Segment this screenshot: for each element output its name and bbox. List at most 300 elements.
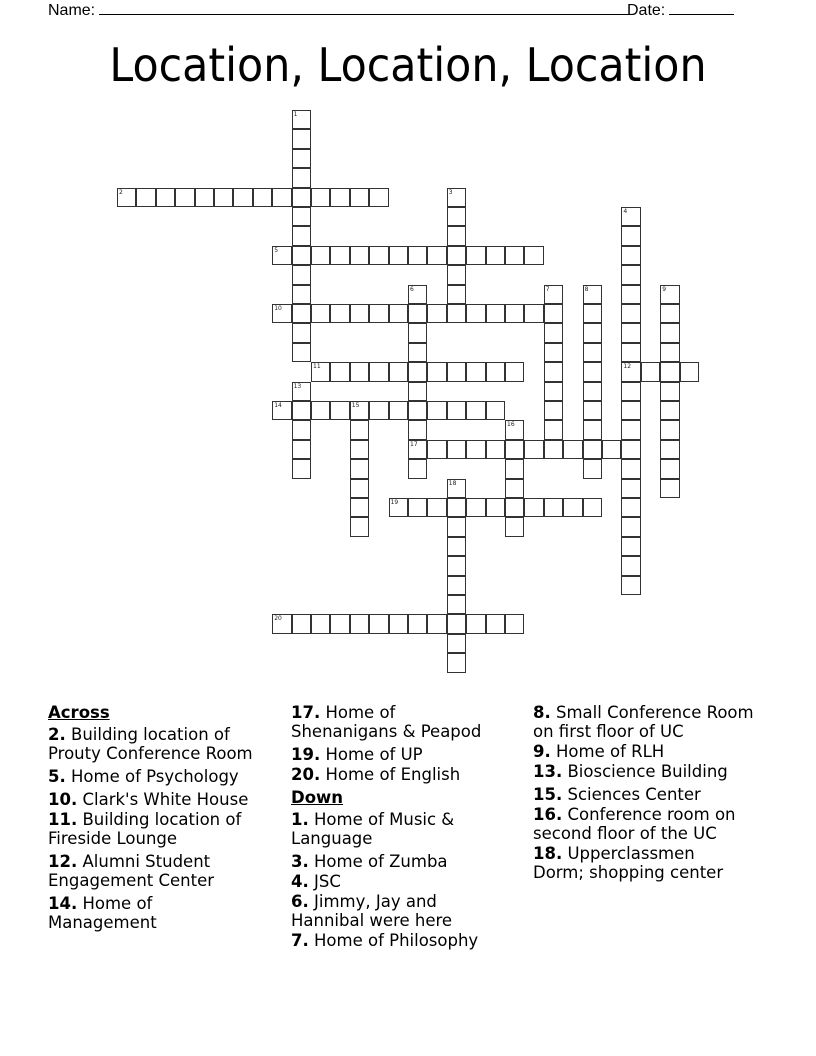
cell-input[interactable] (448, 208, 465, 225)
cell-input[interactable] (448, 286, 465, 303)
grid-cell[interactable] (408, 343, 427, 362)
cell-input[interactable] (293, 130, 310, 147)
grid-cell[interactable] (524, 498, 543, 517)
cell-input[interactable] (390, 402, 407, 419)
grid-cell[interactable] (136, 188, 155, 207)
cell-input[interactable] (390, 305, 407, 322)
grid-cell[interactable] (621, 226, 640, 245)
cell-input[interactable] (487, 402, 504, 419)
cell-input[interactable] (390, 363, 407, 380)
cell-input[interactable] (487, 499, 504, 516)
cell-input[interactable] (234, 189, 251, 206)
grid-cell[interactable] (486, 362, 505, 381)
cell-input[interactable] (487, 363, 504, 380)
cell-input[interactable] (351, 480, 368, 497)
grid-cell[interactable] (330, 188, 349, 207)
grid-cell[interactable] (408, 246, 427, 265)
grid-cell[interactable] (466, 498, 485, 517)
cell-input[interactable] (448, 266, 465, 283)
grid-cell[interactable] (583, 323, 602, 342)
grid-cell[interactable] (350, 459, 369, 478)
cell-input[interactable] (622, 577, 639, 594)
grid-cell[interactable] (447, 498, 466, 517)
cell-input[interactable] (428, 305, 445, 322)
grid-cell[interactable] (369, 614, 388, 633)
grid-cell[interactable] (369, 304, 388, 323)
cell-input[interactable] (661, 305, 678, 322)
grid-cell[interactable] (389, 246, 408, 265)
cell-input[interactable] (661, 402, 678, 419)
grid-cell[interactable] (389, 614, 408, 633)
cell-input[interactable] (390, 499, 407, 516)
grid-cell[interactable] (486, 498, 505, 517)
cell-input[interactable] (448, 538, 465, 555)
grid-cell[interactable] (350, 304, 369, 323)
grid-cell[interactable] (350, 479, 369, 498)
grid-cell[interactable] (583, 304, 602, 323)
cell-input[interactable] (409, 460, 426, 477)
grid-cell[interactable] (350, 420, 369, 439)
grid-cell[interactable] (311, 246, 330, 265)
cell-input[interactable] (622, 480, 639, 497)
cell-input[interactable] (293, 441, 310, 458)
cell-input[interactable] (506, 305, 523, 322)
cell-input[interactable] (293, 266, 310, 283)
grid-cell[interactable] (621, 440, 640, 459)
grid-cell[interactable] (447, 188, 466, 207)
cell-input[interactable] (428, 441, 445, 458)
cell-input[interactable] (273, 402, 290, 419)
grid-cell[interactable] (427, 246, 446, 265)
cell-input[interactable] (661, 324, 678, 341)
grid-cell[interactable] (660, 323, 679, 342)
cell-input[interactable] (448, 480, 465, 497)
cell-input[interactable] (622, 266, 639, 283)
cell-input[interactable] (293, 189, 310, 206)
grid-cell[interactable] (583, 498, 602, 517)
cell-input[interactable] (525, 305, 542, 322)
cell-input[interactable] (293, 383, 310, 400)
cell-input[interactable] (331, 189, 348, 206)
grid-cell[interactable] (330, 304, 349, 323)
cell-input[interactable] (331, 615, 348, 632)
grid-cell[interactable] (292, 343, 311, 362)
grid-cell[interactable] (660, 343, 679, 362)
grid-cell[interactable] (621, 420, 640, 439)
cell-input[interactable] (331, 363, 348, 380)
grid-cell[interactable] (621, 304, 640, 323)
grid-cell[interactable] (117, 188, 136, 207)
grid-cell[interactable] (563, 440, 582, 459)
grid-cell[interactable] (621, 459, 640, 478)
grid-cell[interactable] (680, 362, 699, 381)
cell-input[interactable] (487, 305, 504, 322)
cell-input[interactable] (312, 363, 329, 380)
grid-cell[interactable] (447, 517, 466, 536)
grid-cell[interactable] (466, 614, 485, 633)
grid-cell[interactable] (621, 265, 640, 284)
grid-cell[interactable] (641, 362, 660, 381)
grid-cell[interactable] (505, 614, 524, 633)
cell-input[interactable] (545, 286, 562, 303)
grid-cell[interactable] (447, 440, 466, 459)
grid-cell[interactable] (583, 285, 602, 304)
grid-cell[interactable] (621, 556, 640, 575)
cell-input[interactable] (428, 499, 445, 516)
grid-cell[interactable] (505, 498, 524, 517)
grid-cell[interactable] (272, 304, 291, 323)
cell-input[interactable] (525, 499, 542, 516)
grid-cell[interactable] (389, 401, 408, 420)
cell-input[interactable] (467, 305, 484, 322)
cell-input[interactable] (467, 363, 484, 380)
cell-input[interactable] (293, 460, 310, 477)
cell-input[interactable] (370, 247, 387, 264)
cell-input[interactable] (603, 441, 620, 458)
grid-cell[interactable] (660, 440, 679, 459)
cell-input[interactable] (622, 286, 639, 303)
grid-cell[interactable] (621, 323, 640, 342)
cell-input[interactable] (584, 344, 601, 361)
grid-cell[interactable] (311, 304, 330, 323)
cell-input[interactable] (331, 402, 348, 419)
cell-input[interactable] (428, 402, 445, 419)
cell-input[interactable] (584, 460, 601, 477)
cell-input[interactable] (545, 324, 562, 341)
cell-input[interactable] (448, 635, 465, 652)
cell-input[interactable] (448, 363, 465, 380)
cell-input[interactable] (273, 189, 290, 206)
cell-input[interactable] (545, 363, 562, 380)
grid-cell[interactable] (292, 304, 311, 323)
grid-cell[interactable] (583, 382, 602, 401)
cell-input[interactable] (312, 402, 329, 419)
grid-cell[interactable] (621, 401, 640, 420)
cell-input[interactable] (448, 654, 465, 671)
grid-cell[interactable] (544, 343, 563, 362)
cell-input[interactable] (506, 363, 523, 380)
grid-cell[interactable] (621, 537, 640, 556)
grid-cell[interactable] (408, 362, 427, 381)
grid-cell[interactable] (389, 304, 408, 323)
cell-input[interactable] (293, 169, 310, 186)
cell-input[interactable] (273, 247, 290, 264)
grid-cell[interactable] (292, 440, 311, 459)
cell-input[interactable] (409, 305, 426, 322)
grid-cell[interactable] (195, 188, 214, 207)
grid-cell[interactable] (408, 285, 427, 304)
cell-input[interactable] (622, 460, 639, 477)
grid-cell[interactable] (505, 517, 524, 536)
cell-input[interactable] (293, 111, 310, 128)
grid-cell[interactable] (369, 401, 388, 420)
grid-cell[interactable] (544, 382, 563, 401)
grid-cell[interactable] (660, 304, 679, 323)
cell-input[interactable] (661, 441, 678, 458)
grid-cell[interactable] (350, 401, 369, 420)
cell-input[interactable] (409, 499, 426, 516)
cell-input[interactable] (293, 402, 310, 419)
cell-input[interactable] (293, 150, 310, 167)
grid-cell[interactable] (505, 479, 524, 498)
grid-cell[interactable] (311, 401, 330, 420)
grid-cell[interactable] (350, 188, 369, 207)
cell-input[interactable] (448, 247, 465, 264)
grid-cell[interactable] (292, 285, 311, 304)
grid-cell[interactable] (486, 440, 505, 459)
grid-cell[interactable] (486, 246, 505, 265)
cell-input[interactable] (506, 421, 523, 438)
cell-input[interactable] (448, 305, 465, 322)
cell-input[interactable] (467, 402, 484, 419)
cell-input[interactable] (622, 324, 639, 341)
grid-cell[interactable] (544, 362, 563, 381)
grid-cell[interactable] (544, 440, 563, 459)
grid-cell[interactable] (408, 304, 427, 323)
cell-input[interactable] (351, 305, 368, 322)
cell-input[interactable] (448, 189, 465, 206)
cell-input[interactable] (622, 538, 639, 555)
grid-cell[interactable] (408, 440, 427, 459)
grid-cell[interactable] (292, 129, 311, 148)
grid-cell[interactable] (505, 420, 524, 439)
cell-input[interactable] (661, 421, 678, 438)
grid-cell[interactable] (583, 343, 602, 362)
grid-cell[interactable] (369, 188, 388, 207)
grid-cell[interactable] (427, 401, 446, 420)
grid-cell[interactable] (583, 440, 602, 459)
cell-input[interactable] (118, 189, 135, 206)
cell-input[interactable] (312, 305, 329, 322)
cell-input[interactable] (351, 518, 368, 535)
grid-cell[interactable] (330, 362, 349, 381)
cell-input[interactable] (661, 480, 678, 497)
cell-input[interactable] (622, 441, 639, 458)
cell-input[interactable] (351, 363, 368, 380)
grid-cell[interactable] (660, 401, 679, 420)
cell-input[interactable] (409, 363, 426, 380)
cell-input[interactable] (157, 189, 174, 206)
grid-cell[interactable] (660, 285, 679, 304)
cell-input[interactable] (467, 247, 484, 264)
grid-cell[interactable] (524, 246, 543, 265)
grid-cell[interactable] (350, 246, 369, 265)
cell-input[interactable] (506, 441, 523, 458)
cell-input[interactable] (661, 460, 678, 477)
cell-input[interactable] (487, 247, 504, 264)
grid-cell[interactable] (292, 382, 311, 401)
grid-cell[interactable] (350, 614, 369, 633)
cell-input[interactable] (661, 383, 678, 400)
cell-input[interactable] (584, 383, 601, 400)
grid-cell[interactable] (544, 498, 563, 517)
cell-input[interactable] (293, 421, 310, 438)
cell-input[interactable] (467, 441, 484, 458)
cell-input[interactable] (351, 615, 368, 632)
grid-cell[interactable] (466, 401, 485, 420)
grid-cell[interactable] (292, 614, 311, 633)
grid-cell[interactable] (330, 246, 349, 265)
grid-cell[interactable] (544, 285, 563, 304)
grid-cell[interactable] (292, 149, 311, 168)
cell-input[interactable] (254, 189, 271, 206)
cell-input[interactable] (545, 344, 562, 361)
cell-input[interactable] (622, 557, 639, 574)
grid-cell[interactable] (505, 304, 524, 323)
grid-cell[interactable] (175, 188, 194, 207)
cell-input[interactable] (351, 189, 368, 206)
grid-cell[interactable] (408, 420, 427, 439)
cell-input[interactable] (506, 615, 523, 632)
grid-cell[interactable] (447, 285, 466, 304)
cell-input[interactable] (622, 208, 639, 225)
grid-cell[interactable] (389, 498, 408, 517)
cell-input[interactable] (448, 518, 465, 535)
cell-input[interactable] (545, 402, 562, 419)
cell-input[interactable] (506, 518, 523, 535)
grid-cell[interactable] (621, 246, 640, 265)
grid-cell[interactable] (408, 401, 427, 420)
grid-cell[interactable] (486, 401, 505, 420)
cell-input[interactable] (331, 305, 348, 322)
cell-input[interactable] (409, 324, 426, 341)
grid-cell[interactable] (466, 304, 485, 323)
cell-input[interactable] (137, 189, 154, 206)
cell-input[interactable] (622, 247, 639, 264)
cell-input[interactable] (370, 305, 387, 322)
cell-input[interactable] (584, 402, 601, 419)
grid-cell[interactable] (253, 188, 272, 207)
grid-cell[interactable] (272, 246, 291, 265)
grid-cell[interactable] (621, 517, 640, 536)
cell-input[interactable] (545, 383, 562, 400)
grid-cell[interactable] (292, 401, 311, 420)
cell-input[interactable] (448, 499, 465, 516)
grid-cell[interactable] (369, 246, 388, 265)
cell-input[interactable] (370, 363, 387, 380)
cell-input[interactable] (312, 615, 329, 632)
grid-cell[interactable] (408, 614, 427, 633)
cell-input[interactable] (564, 441, 581, 458)
grid-cell[interactable] (292, 420, 311, 439)
cell-input[interactable] (293, 286, 310, 303)
grid-cell[interactable] (466, 246, 485, 265)
grid-cell[interactable] (447, 207, 466, 226)
cell-input[interactable] (584, 363, 601, 380)
grid-cell[interactable] (660, 362, 679, 381)
grid-cell[interactable] (466, 362, 485, 381)
cell-input[interactable] (506, 460, 523, 477)
grid-cell[interactable] (621, 207, 640, 226)
grid-cell[interactable] (524, 440, 543, 459)
grid-cell[interactable] (505, 246, 524, 265)
cell-input[interactable] (215, 189, 232, 206)
cell-input[interactable] (622, 305, 639, 322)
grid-cell[interactable] (583, 459, 602, 478)
cell-input[interactable] (351, 402, 368, 419)
cell-input[interactable] (506, 247, 523, 264)
grid-cell[interactable] (505, 459, 524, 478)
grid-cell[interactable] (466, 440, 485, 459)
cell-input[interactable] (545, 421, 562, 438)
cell-input[interactable] (409, 421, 426, 438)
cell-input[interactable] (448, 596, 465, 613)
grid-cell[interactable] (621, 382, 640, 401)
grid-cell[interactable] (583, 362, 602, 381)
grid-cell[interactable] (292, 226, 311, 245)
grid-cell[interactable] (350, 362, 369, 381)
cell-input[interactable] (428, 363, 445, 380)
cell-input[interactable] (370, 402, 387, 419)
grid-cell[interactable] (311, 362, 330, 381)
cell-input[interactable] (409, 247, 426, 264)
grid-cell[interactable] (447, 653, 466, 672)
grid-cell[interactable] (233, 188, 252, 207)
cell-input[interactable] (487, 615, 504, 632)
cell-input[interactable] (622, 421, 639, 438)
cell-input[interactable] (409, 441, 426, 458)
grid-cell[interactable] (272, 188, 291, 207)
cell-input[interactable] (448, 557, 465, 574)
grid-cell[interactable] (272, 614, 291, 633)
grid-cell[interactable] (292, 323, 311, 342)
cell-input[interactable] (448, 441, 465, 458)
cell-input[interactable] (293, 615, 310, 632)
grid-cell[interactable] (350, 440, 369, 459)
grid-cell[interactable] (621, 285, 640, 304)
cell-input[interactable] (293, 344, 310, 361)
grid-cell[interactable] (621, 479, 640, 498)
grid-cell[interactable] (292, 459, 311, 478)
cell-input[interactable] (545, 305, 562, 322)
cell-input[interactable] (467, 499, 484, 516)
cell-input[interactable] (545, 499, 562, 516)
grid-cell[interactable] (350, 517, 369, 536)
grid-cell[interactable] (427, 304, 446, 323)
grid-cell[interactable] (330, 614, 349, 633)
grid-cell[interactable] (447, 595, 466, 614)
cell-input[interactable] (584, 305, 601, 322)
cell-input[interactable] (622, 518, 639, 535)
grid-cell[interactable] (447, 537, 466, 556)
cell-input[interactable] (525, 441, 542, 458)
grid-cell[interactable] (311, 188, 330, 207)
grid-cell[interactable] (427, 362, 446, 381)
cell-input[interactable] (622, 363, 639, 380)
cell-input[interactable] (273, 615, 290, 632)
cell-input[interactable] (622, 227, 639, 244)
cell-input[interactable] (351, 499, 368, 516)
cell-input[interactable] (351, 460, 368, 477)
grid-cell[interactable] (505, 362, 524, 381)
grid-cell[interactable] (544, 401, 563, 420)
cell-input[interactable] (545, 441, 562, 458)
cell-input[interactable] (331, 247, 348, 264)
grid-cell[interactable] (447, 226, 466, 245)
cell-input[interactable] (661, 363, 678, 380)
grid-cell[interactable] (544, 323, 563, 342)
grid-cell[interactable] (447, 246, 466, 265)
grid-cell[interactable] (427, 440, 446, 459)
cell-input[interactable] (409, 344, 426, 361)
grid-cell[interactable] (350, 498, 369, 517)
grid-cell[interactable] (621, 576, 640, 595)
cell-input[interactable] (351, 247, 368, 264)
cell-input[interactable] (622, 383, 639, 400)
grid-cell[interactable] (621, 362, 640, 381)
grid-cell[interactable] (660, 459, 679, 478)
cell-input[interactable] (681, 363, 698, 380)
